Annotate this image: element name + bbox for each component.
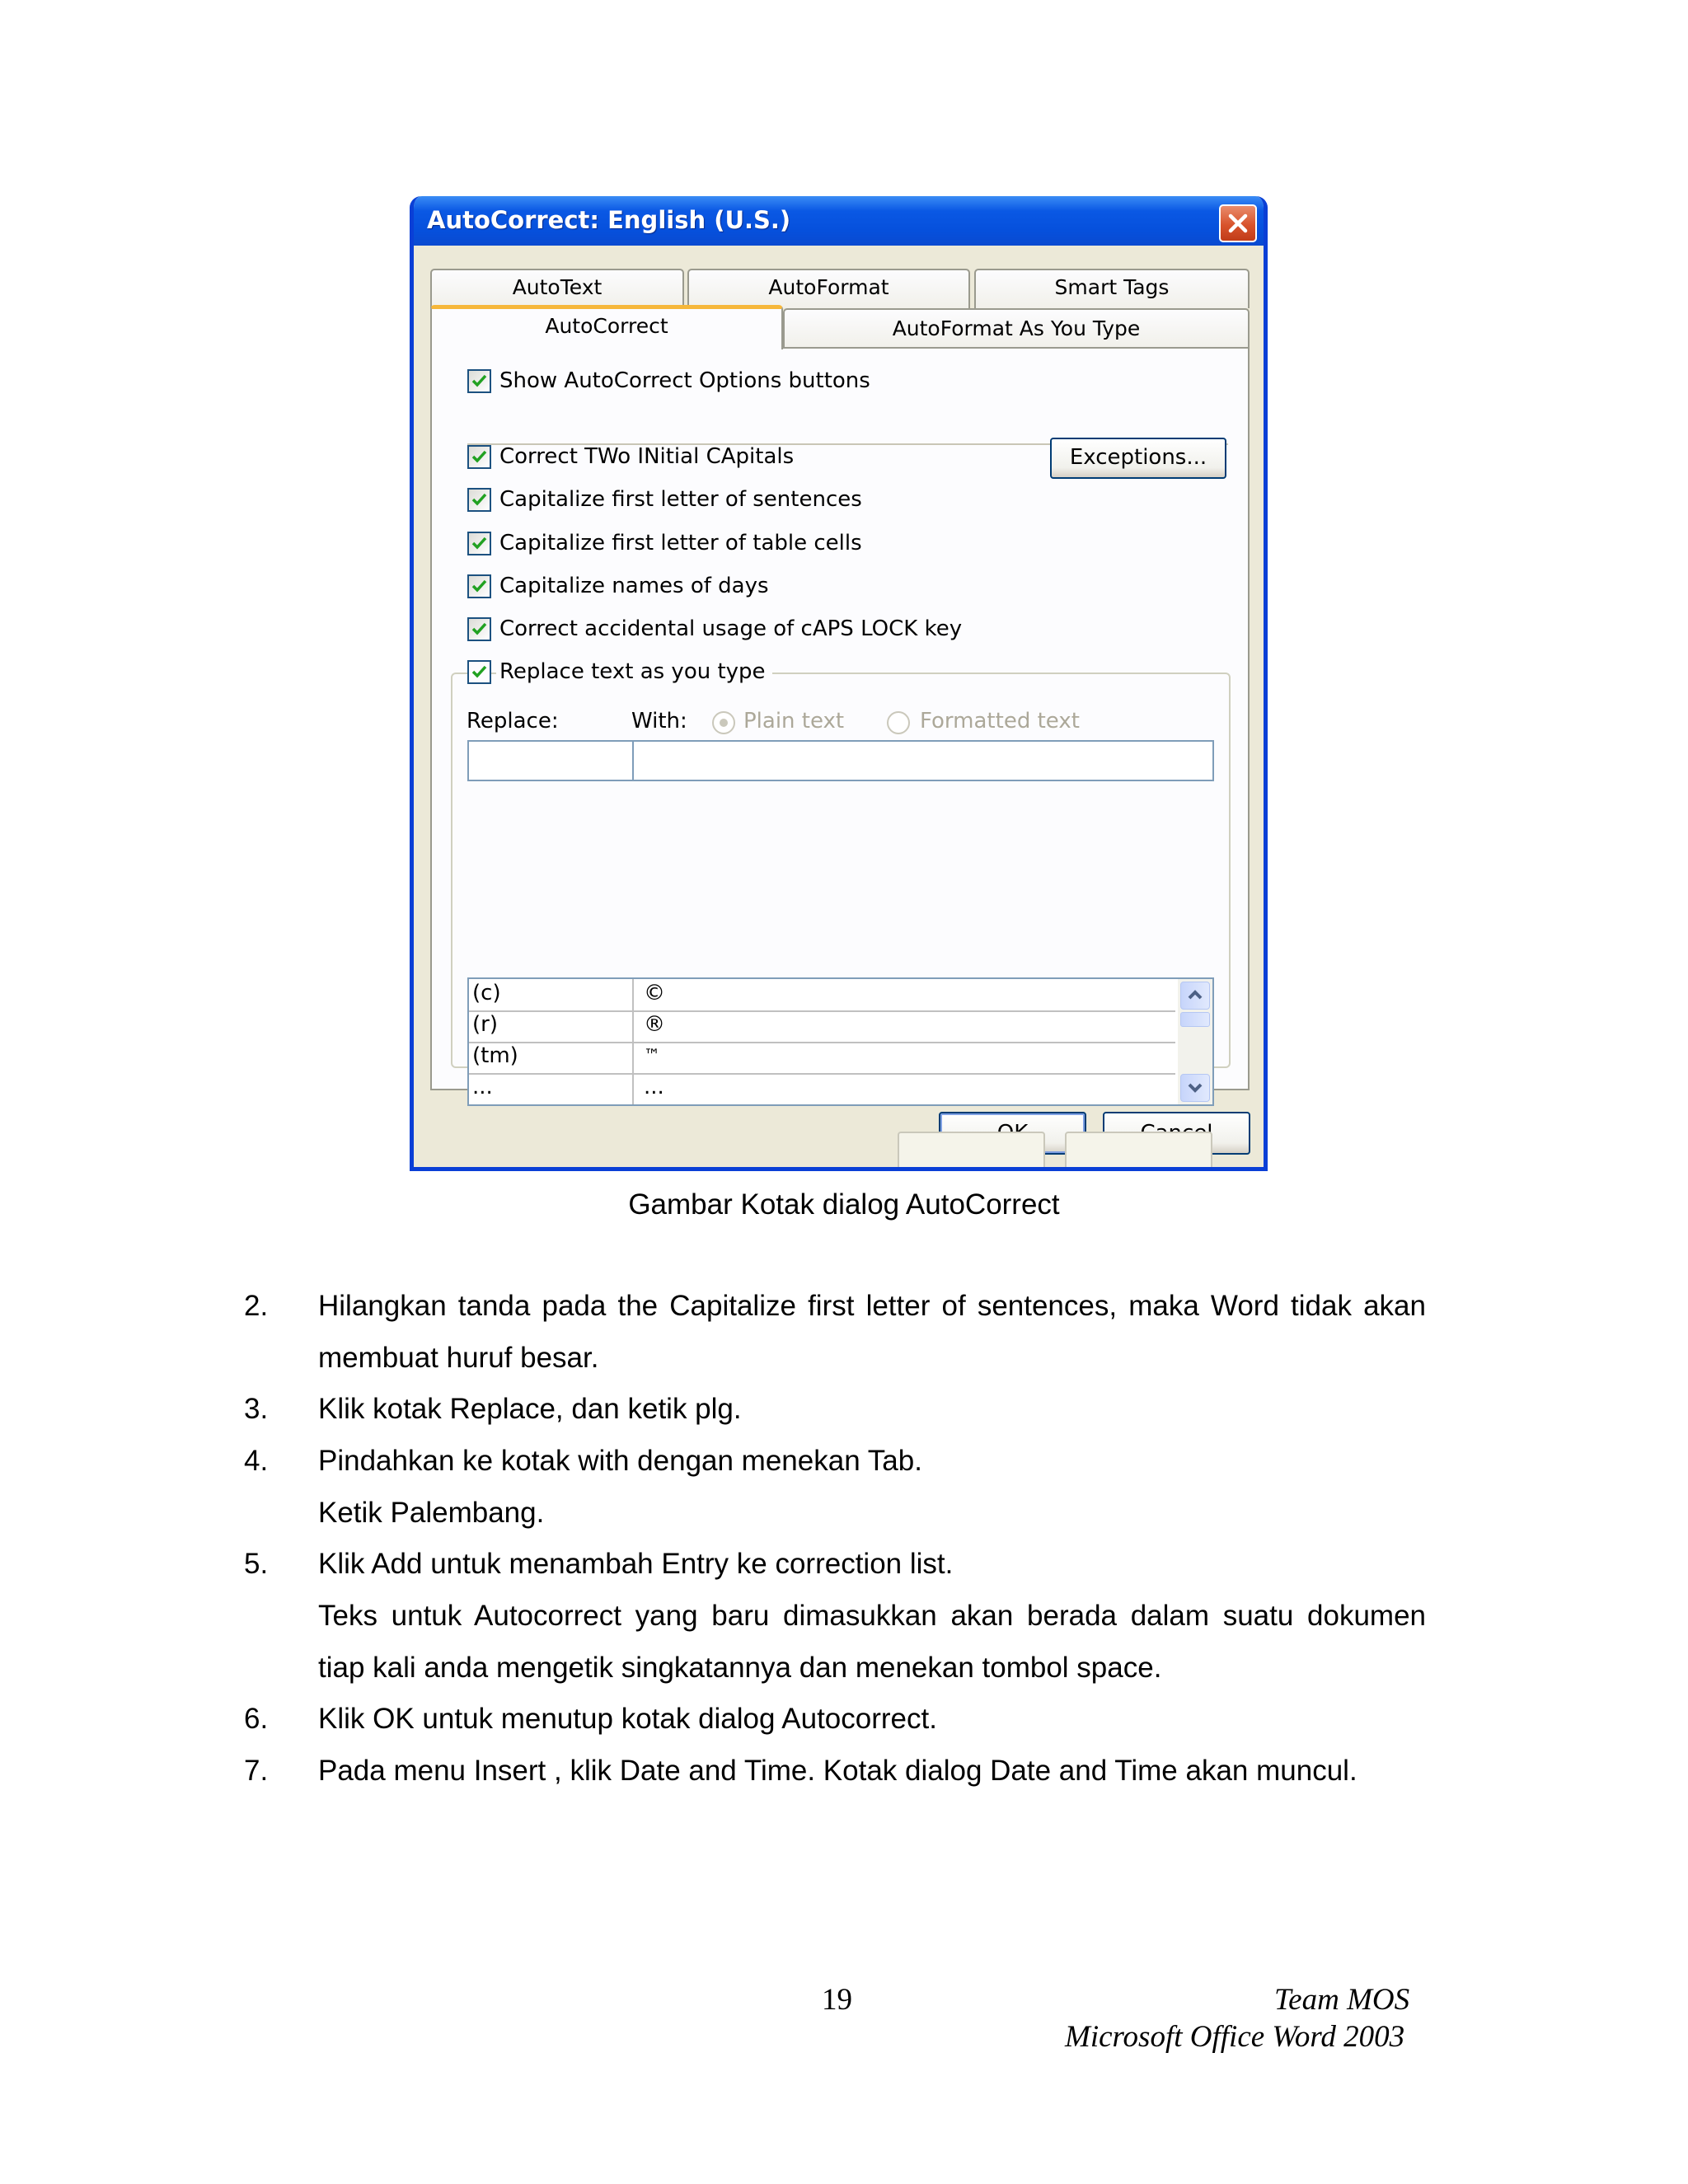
tab-autoformat-as-you-type-label: AutoFormat As You Type [892,316,1141,340]
scroll-down-button[interactable] [1180,1074,1210,1102]
table-row[interactable] [469,1010,1175,1043]
tab-autotext-label: AutoText [512,275,603,299]
footer-team: Team MOS [1274,1983,1410,2017]
replace-input[interactable] [467,740,634,781]
show-buttons-checkbox[interactable] [467,369,491,393]
checkmark-icon [471,448,488,466]
scroll-thumb[interactable] [1180,1012,1210,1027]
entry-with: © [644,981,665,1005]
tab-autotext[interactable] [430,269,684,308]
checkmark-icon [471,373,488,390]
page-number: 19 [822,1983,852,2017]
step-number: 4. [244,1445,269,1477]
entry-with: ™ [644,1045,660,1065]
figure-caption: Gambar Kotak dialog AutoCorrect [628,1188,1060,1221]
two-initial-label: Correct TWo INitial CApitals [499,444,795,469]
checkmark-icon [471,663,488,681]
with-label: With: [631,709,687,733]
delete-button[interactable] [1065,1132,1212,1171]
step-number: 2. [244,1290,269,1322]
replace-text-label: Replace text as you type [496,659,772,684]
chevron-up-icon [1181,982,1209,1009]
checkmark-icon [471,621,488,638]
step-text: Klik Add untuk menambah Entry ke correction list. [318,1548,954,1580]
step-text: Hilangkan tanda pada the Capitalize first letter of sentences, maka Word tidak akan [318,1290,1426,1322]
first-letter-table-label: Capitalize first letter of table cells [499,531,862,555]
formatted-text-radio[interactable] [887,711,910,734]
first-letter-sentences-label: Capitalize first letter of sentences [499,487,862,512]
step-text: Klik OK untuk menutup kotak dialog Autocorrect. [318,1703,937,1735]
autocorrect-dialog [410,196,1268,1171]
footer-product: Microsoft Office Word 2003 [1065,2020,1405,2054]
tab-autoformat[interactable] [687,269,970,308]
plain-text-label: Plain text [743,709,845,733]
autocorrect-entries-list[interactable] [467,977,1214,1106]
step-text: tiap kali anda mengetik singkatannya dan menekan tombol space. [318,1652,1162,1684]
tab-autoformat-as-you-type[interactable] [783,308,1250,348]
table-row[interactable] [469,1073,1175,1106]
checkmark-icon [471,578,488,595]
list-scrollbar[interactable] [1178,979,1212,1104]
close-button[interactable] [1219,204,1257,242]
step-text: membuat huruf besar. [318,1342,599,1374]
autocorrect-panel [430,347,1250,1099]
replace-text-checkbox[interactable] [467,660,491,684]
entry-replace: ... [472,1075,493,1099]
first-letter-table-checkbox[interactable] [467,532,491,555]
step-text: Pindahkan ke kotak with dengan menekan Tab. [318,1445,922,1477]
checkmark-icon [471,491,488,509]
chevron-down-icon [1181,1075,1209,1101]
close-icon [1227,213,1249,234]
entry-with: ... [644,1075,664,1099]
names-of-days-checkbox[interactable] [467,574,491,598]
table-row[interactable] [469,979,1175,1012]
step-text: Teks untuk Autocorrect yang baru dimasukkan akan berada dalam suatu dokumen [318,1600,1426,1632]
radio-dot [720,719,728,727]
exceptions-button[interactable] [1050,438,1226,479]
entry-replace: (tm) [472,1043,518,1068]
formatted-text-label: Formatted text [920,709,1080,733]
step-number: 3. [244,1393,269,1425]
entry-replace: (r) [472,1012,498,1037]
step-text: Pada menu Insert , klik Date and Time. Kotak dialog Date and Time akan muncul. [318,1755,1357,1787]
scroll-up-button[interactable] [1180,982,1210,1010]
first-letter-sentences-checkbox[interactable] [467,488,491,512]
caps-lock-label: Correct accidental usage of cAPS LOCK key [499,616,963,641]
tab-autocorrect-label: AutoCorrect [545,314,668,338]
tab-autocorrect[interactable] [430,305,783,349]
show-buttons-label: Show AutoCorrect Options buttons [499,368,870,393]
add-button[interactable] [898,1132,1045,1171]
tab-smart-tags-label: Smart Tags [1054,275,1170,299]
step-text: Klik kotak Replace, dan ketik plg. [318,1393,742,1425]
replace-label: Replace: [467,709,559,733]
step-number: 5. [244,1548,269,1580]
two-initial-checkbox[interactable] [467,445,491,469]
step-text: Ketik Palembang. [318,1497,545,1529]
entry-with: ® [644,1012,665,1037]
tab-autoformat-label: AutoFormat [768,275,889,299]
checkmark-icon [471,535,488,552]
dialog-title: AutoCorrect: English (U.S.) [427,206,791,234]
tab-smart-tags[interactable] [974,269,1250,308]
caps-lock-checkbox[interactable] [467,617,491,641]
exceptions-button-label: Exceptions... [1069,445,1207,470]
table-row[interactable] [469,1042,1175,1075]
title-bar[interactable] [414,196,1264,246]
step-number: 7. [244,1755,269,1787]
names-of-days-label: Capitalize names of days [499,574,769,598]
with-input[interactable] [632,740,1214,781]
entry-replace: (c) [472,981,501,1005]
step-number: 6. [244,1703,269,1735]
plain-text-radio[interactable] [712,711,735,734]
